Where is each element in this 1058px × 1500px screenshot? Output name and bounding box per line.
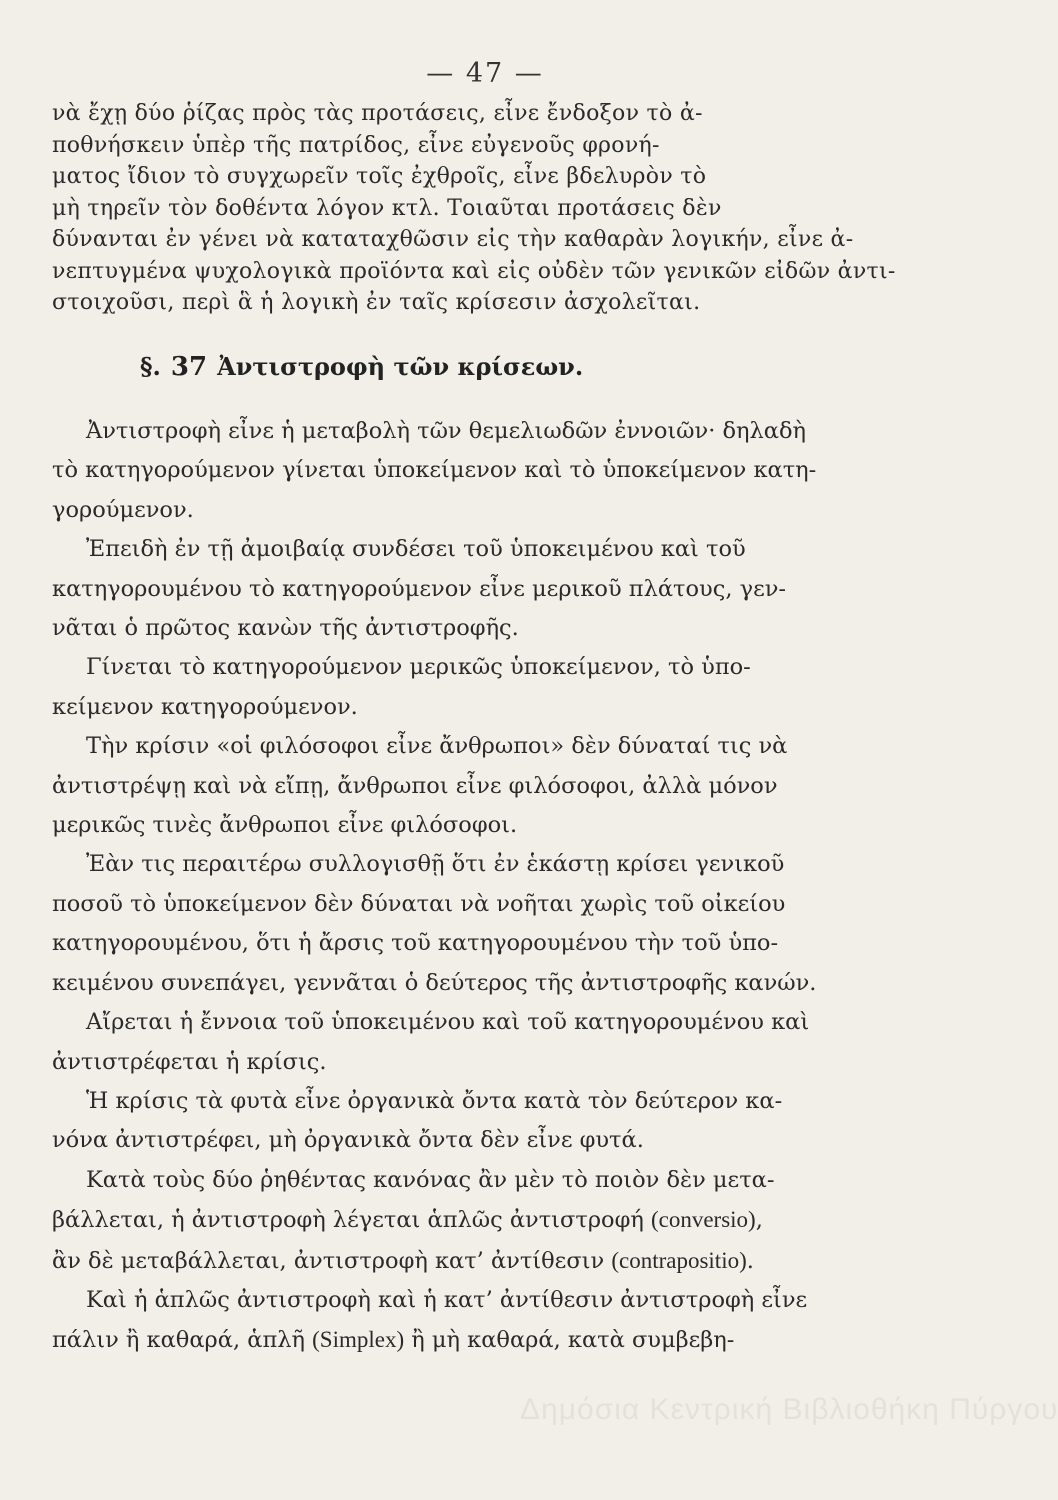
text-line: ἂν δὲ μεταβάλλεται, ἀντιστροφὴ κατ’ ἀντίθεσιν (contrapositio). [52,1247,754,1274]
text-line: νὰ ἔχῃ δύο ῥίζας πρὸς τὰς προτάσεις, εἶνε ἔνδοξον τὸ ἀ- [52,101,703,126]
text-line: νόνα ἀντιστρέφει, μὴ ὀργανικὰ ὄντα δὲν εἶνε φυτά. [52,1127,644,1154]
library-watermark: Δημόσια Κεντρική Βιβλιοθήκη Πύργου [520,1393,1058,1426]
section-title: Ἀντιστροφὴ τῶν κρίσεων. [217,352,584,381]
text-line: Τὴν κρίσιν «οἱ φιλόσοφοι εἶνε ἄνθρωποι» δὲν δύναταί τις νὰ [86,733,788,760]
text-line: πάλιν ἢ καθαρά, ἁπλῆ (Simplex) ἢ μὴ καθαρά, κατὰ συμβεβη- [52,1327,735,1354]
section-number: 37 [170,352,208,382]
text-line: Κατὰ τοὺς δύο ῥηθέντας κανόνας ἂν μὲν τὸ ποιὸν δὲν μετα- [86,1166,775,1193]
text-line: ἀντιστρέψῃ καὶ νὰ εἴπῃ, ἄνθρωποι εἶνε φιλόσοφοι, ἀλλὰ μόνον [52,772,778,799]
text-line: κατηγορουμένου, ὅτι ἡ ἄρσις τοῦ κατηγορουμένου τὴν τοῦ ὑπο- [52,930,779,957]
section-symbol: §. [140,352,161,381]
section-body [52,412,918,1361]
text-line: κειμένου συνεπάγει, γεννᾶται ὁ δεύτερος τῆς ἀντιστροφῆς κανών. [52,969,817,996]
text-line: κείμενον κατηγορούμενον. [52,693,358,720]
text-line: ἀντιστρέφεται ἡ κρίσις. [52,1048,327,1075]
text-line: Ἀντιστροφὴ εἶνε ἡ μεταβολὴ τῶν θεμελιωδῶν ἐννοιῶν· δηλαδὴ [86,418,807,444]
text-line: μερικῶς τινὲς ἄνθρωποι εἶνε φιλόσοφοι. [52,812,518,839]
text-line: γορούμενον. [52,496,194,523]
text-line: Ἡ κρίσις τὰ φυτὰ εἶνε ὀργανικὰ ὄντα κατὰ τὸν δεύτερον κα- [86,1087,783,1114]
text-line: δύνανται ἐν γένει νὰ καταταχθῶσιν εἰς τὴν καθαρὰν λογικήν, εἶνε ἀ- [52,227,854,252]
text-line: στοιχοῦσι, περὶ ἃ ἡ λογικὴ ἐν ταῖς κρίσεσιν ἀσχολεῖται. [52,290,701,315]
text-line: νᾶται ὁ πρῶτος κανὼν τῆς ἀντιστροφῆς. [52,615,519,642]
text-line: Γίνεται τὸ κατηγορούμενον μερικῶς ὑποκείμενον, τὸ ὑπο- [86,654,751,681]
text-line: Ἐπειδὴ ἐν τῇ ἀμοιβαίᾳ συνδέσει τοῦ ὑποκειμένου καὶ τοῦ [86,536,746,563]
text-line: Αἴρεται ἡ ἔννοια τοῦ ὑποκειμένου καὶ τοῦ κατηγορουμένου καὶ [86,1009,810,1036]
text-line: κατηγορουμένου τὸ κατηγορούμενον εἶνε μερικοῦ πλάτους, γεν- [52,575,787,602]
text-line: μὴ τηρεῖν τὸν δοθέντα λόγον κτλ. Τοιαῦται προτάσεις δὲν [52,195,722,221]
section-heading [140,352,583,382]
text-line: τὸ κατηγορούμενον γίνεται ὑποκείμενον καὶ τὸ ὑποκείμενον κατη- [52,457,817,484]
text-line: ματος ἴδιον τὸ συγχωρεῖν τοῖς ἐχθροῖς, εἶνε βδελυρὸν τὸ [52,164,707,189]
text-line: βάλλεται, ἡ ἀντιστροφὴ λέγεται ἁπλῶς ἀντιστροφή (conversio), [52,1207,763,1234]
paragraph-top [52,98,918,319]
text-line: ποθνήσκειν ὑπὲρ τῆς πατρίδος, εἶνε εὐγενοῦς φρονή- [52,132,660,158]
page-number: — 47 — [426,58,544,89]
text-line: νεπτυγμένα ψυχολογικὰ προϊόντα καὶ εἰς οὐδὲν τῶν γενικῶν εἰδῶν ἀντι- [52,258,896,284]
text-line: ποσοῦ τὸ ὑποκείμενον δὲν δύναται νὰ νοῆται χωρὶς τοῦ οἰκείου [52,890,786,917]
text-line: Καὶ ἡ ἁπλῶς ἀντιστροφὴ καὶ ἡ κατ’ ἀντίθεσιν ἀντιστροφὴ εἶνε [86,1286,808,1313]
text-line: Ἐὰν τις περαιτέρω συλλογισθῇ ὅτι ἐν ἑκάστῃ κρίσει γενικοῦ [86,851,785,878]
